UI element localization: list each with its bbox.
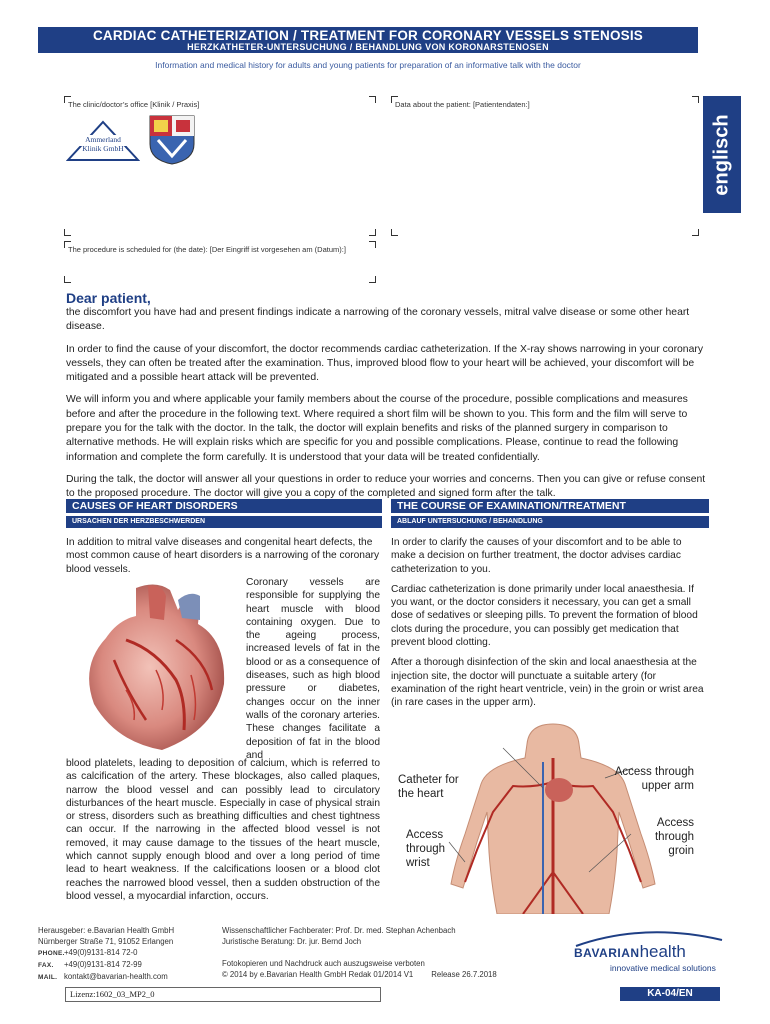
section-subheading: ABLAUF UNTERSUCHUNG / BEHANDLUNG — [391, 516, 709, 528]
coat-of-arms-logo — [148, 114, 196, 166]
label-catheter: Catheter for the heart — [398, 774, 459, 800]
intro-paragraph: In order to find the cause of your discomfort, the doctor recommends cardiac catheterization. If the X-ray shows narrowing in your coronary vessels, they can often be treated after the examination. Thus, improved blood flow to your heart will be achieved, your discomfort will be mitigated and a possible heart attack will be prevented. — [66, 343, 704, 384]
section-heading: CAUSES OF HEART DISORDERS — [66, 499, 382, 513]
svg-text:Klinik GmbH: Klinik GmbH — [82, 144, 124, 153]
info-line: Information and medical history for adults and young patients for preparation of an informative talk with the doctor — [155, 60, 581, 70]
procedure-date-field[interactable] — [64, 241, 376, 283]
patient-data-field[interactable] — [391, 96, 699, 236]
clinic-label: The clinic/doctor’s office [Klinik / Praxis] — [68, 100, 200, 109]
intro-paragraph: During the talk, the doctor will answer all your questions in order to reduce your worries and concerns. Then you can give or refuse consent to the proposed procedure. The doctor will give you a copy of the completed and signed form after the talk. — [66, 473, 706, 500]
footer-credits: Wissenschaftlicher Fachberater: Prof. Dr. med. Stephan Achenbach Juristische Beratung: Dr. jur. Bernd Joch Fotokopieren und Nachdruck auch auszugsweise verboten © 2014 by e.Bavarian Health GmbH Redak 01/2014 V1 Release 26.7.2018 — [222, 926, 497, 979]
course-paragraph: Cardiac catheterization is done primarily under local anaesthesia. If you want, or the doctor considers it necessary, you can get a small dose of sedatives or sleeping pills. To prevent the formation of blood clots during the procedure, you can possibly get medication that prevent blood clotting. — [391, 583, 698, 649]
causes-paragraph-continued: blood platelets, leading to deposition of calcium, which is referred to as calcification of the artery. These blockages, also called plaques, narrow the blood vessel and can possibly lead to circulatory disturbances of the heart muscle. Especially in case of physical strain or stress, disorders such as breathing difficulties and chest tightness can occur. If the narrowing in the affected blood vessel is not removed, it may cause damage to the tissues of the heart muscle, which cannot supply enough blood and over a long period of time lead to heart weakness. If the calcifications loosen or a blood clot reaches the narrowed blood vessel, then a sudden obstruction of the blood vessel, a myocardial infarction, occurs. — [66, 758, 380, 902]
course-paragraph: In order to clarify the causes of your discomfort and to be able to make a decision on further treatment, the doctor advises cardiac catheterization to you. — [391, 537, 682, 575]
intro-paragraph: We will inform you and where applicable your family members about the course of the procedure, possible complications and measures before and after the procedure in the following text. Where required a short film will be shown to you. This form and the film will serve to prepare you for the talk with the doctor. In the talk, the doctor will explain benefits and risks of the planned surgery in comparison to alternative methods. He will explain risks which are specific for you and possible complications. Please, continue to read the following information and complete the form carefully. It is understood that your data will be treated confidentially. — [66, 394, 688, 463]
heart-illustration — [66, 580, 242, 756]
contact-email[interactable]: kontakt@bavarian-health.com — [64, 972, 168, 981]
course-paragraph: After a thorough disinfection of the skin and local anaesthesia at the injection site, the doctor will punctuate a suitable artery (for examination of the right heart ventricle, vein) in the groin or wrist area (in rare cases in the upper arm). — [391, 657, 704, 709]
section-subheading: URSACHEN DER HERZBESCHWERDEN — [66, 516, 382, 528]
label-wrist: Access through wrist — [406, 829, 446, 869]
svg-text:Ammerland: Ammerland — [85, 135, 121, 144]
course-section — [391, 499, 709, 710]
header-bar — [38, 27, 698, 53]
footer-publisher: Herausgeber: e.Bavarian Health GmbH Nürnberger Straße 71, 91052 Erlangen PHONE.+49(0)9131-814 72-0 FAX. +49(0)9131-814 72-99 MAIL. kontakt@bavarian-health.com — [38, 926, 175, 981]
patient-label: Data about the patient: [Patientendaten:] — [395, 100, 530, 109]
bavarian-health-logo: BAVARIANhealth innovative medical solutions — [574, 928, 724, 976]
license-box: Lizenz:1602_03_MP2_0 — [65, 987, 381, 1002]
language-tab: englisch — [703, 96, 741, 213]
clinic-logo — [66, 120, 140, 162]
label-upper-arm: Access through upper arm — [614, 766, 694, 792]
procedure-date-label: The procedure is scheduled for (the date): [Der Eingriff ist vorgesehen am (Datum):] — [68, 245, 346, 254]
causes-section — [66, 499, 382, 576]
document-title-german: HERZKATHETER-UNTERSUCHUNG / BEHANDLUNG VON KORONARSTENOSEN — [187, 42, 549, 52]
causes-paragraph-wrap: Coronary vessels are responsible for supplying the heart muscle with blood containing oxygen. Due to the ageing process, increased levels of fat in the blood or as a consequence of diseases, such as high blood pressure or diabetes, changes occur on the inner walls of the coronary arteries. These changes facilitate a deposition of fat in the blood and — [246, 577, 380, 761]
intro-text — [66, 306, 708, 510]
causes-paragraph: In addition to mitral valve diseases and congenital heart defects, the most common cause of heart disorders is a narrowing of the coronary blood vessels. — [66, 537, 380, 575]
label-groin: Access through groin — [654, 817, 694, 857]
salutation: Dear patient, — [66, 290, 151, 306]
intro-paragraph: the discomfort you have had and present findings indicate a narrowing of the coronary vessels, mitral valve disease or some other heart disease. — [66, 307, 690, 333]
document-title: CARDIAC CATHETERIZATION / TREATMENT FOR CORONARY VESSELS STENOSIS — [92, 28, 644, 43]
section-heading: THE COURSE OF EXAMINATION/TREATMENT — [391, 499, 709, 513]
document-code: KA-04/EN — [620, 987, 720, 1001]
clinic-field[interactable] — [64, 96, 376, 236]
